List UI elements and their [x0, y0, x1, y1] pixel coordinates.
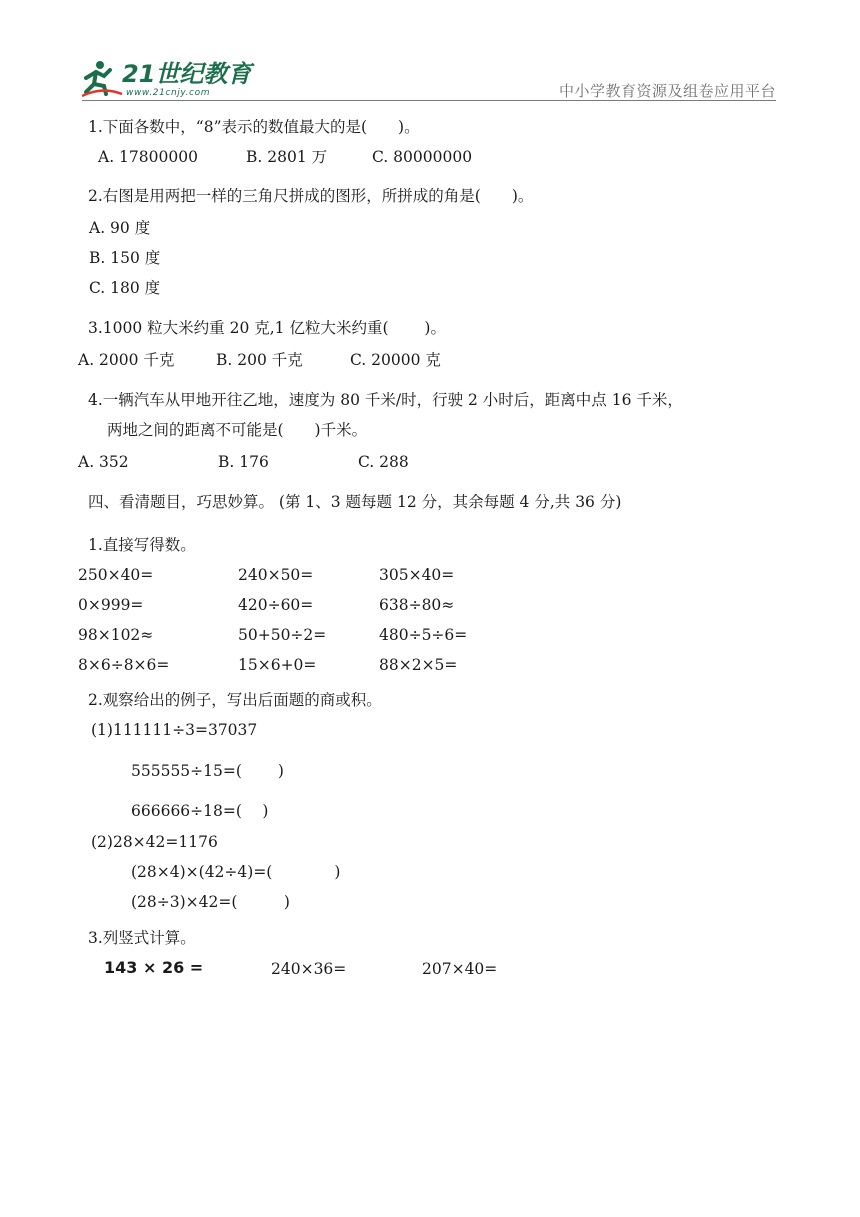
- calc-item: 98×102≈: [78, 626, 154, 644]
- q3-option-a: A. 2000 千克: [78, 351, 175, 369]
- vertical-calc-item: 207×40=: [422, 960, 498, 978]
- logo-text: 21世纪教育: [122, 60, 252, 88]
- platform-name: 中小学教育资源及组卷应用平台: [558, 82, 776, 100]
- calc-item: 305×40=: [379, 566, 455, 584]
- logo-url: www.21cnjy.com: [126, 88, 211, 98]
- calc-item: 250×40=: [78, 566, 154, 584]
- header-divider: [82, 100, 776, 101]
- q3-stem: 3.1000 粒大米约重 20 克,1 亿粒大米约重( )。: [88, 319, 446, 337]
- calc-item: 480÷5÷6=: [379, 626, 468, 644]
- q4-stem-line1: 4.一辆汽车从甲地开往乙地，速度为 80 千米/时，行驶 2 小时后，距离中点 16 千米，: [88, 391, 683, 409]
- calc-item: 240×50=: [238, 566, 314, 584]
- logo-mark: [82, 56, 272, 100]
- q3-option-b: B. 200 千克: [216, 351, 303, 369]
- q3-option-c: C. 20000 克: [350, 351, 441, 369]
- calc-item: 638÷80≈: [379, 596, 455, 614]
- example-2-item: (28×4)×(42÷4)=( ): [131, 863, 341, 881]
- calc-item: 15×6+0=: [238, 656, 317, 674]
- q1-stem: 1.下面各数中，“8”表示的数值最大的是( )。: [88, 118, 420, 136]
- example-2-item: (28÷3)×42=( ): [131, 893, 290, 911]
- part2-title: 2.观察给出的例子，写出后面题的商或积。: [88, 691, 382, 709]
- part1-title: 1.直接写得数。: [88, 536, 196, 554]
- example-1-item: 555555÷15=( ): [131, 762, 284, 780]
- q2-option-c: C. 180 度: [89, 279, 161, 297]
- q1-option-c: C. 80000000: [372, 148, 473, 166]
- section-title: 四、看清题目，巧思妙算。 (第 1、3 题每题 12 分，其余每题 4 分,共 36 分): [88, 493, 622, 511]
- part3-title: 3.列竖式计算。: [88, 929, 196, 947]
- q4-option-a: A. 352: [78, 453, 129, 471]
- vertical-calc-item: 143 × 26 =: [104, 958, 204, 977]
- q1-option-b: B. 2801 万: [246, 148, 328, 166]
- calc-item: 50+50÷2=: [238, 626, 327, 644]
- calc-item: 0×999=: [78, 596, 144, 614]
- q1-option-a: A. 17800000: [98, 148, 198, 166]
- logo: [82, 56, 272, 100]
- q2-option-a: A. 90 度: [89, 219, 151, 237]
- calc-item: 420÷60=: [238, 596, 314, 614]
- q4-option-b: B. 176: [218, 453, 269, 471]
- q4-stem-line2: 两地之间的距离不可能是( )千米。: [107, 421, 368, 439]
- q2-option-b: B. 150 度: [89, 249, 161, 267]
- example-2: (2)28×42=1176: [91, 833, 218, 851]
- vertical-calc-item: 240×36=: [271, 960, 347, 978]
- calc-item: 88×2×5=: [379, 656, 458, 674]
- q4-option-c: C. 288: [358, 453, 409, 471]
- q2-stem: 2.右图是用两把一样的三角尺拼成的图形，所拼成的角是( )。: [88, 187, 534, 205]
- calc-item: 8×6÷8×6=: [78, 656, 170, 674]
- example-1-item: 666666÷18=( ): [131, 802, 269, 820]
- example-1: (1)111111÷3=37037: [91, 721, 258, 739]
